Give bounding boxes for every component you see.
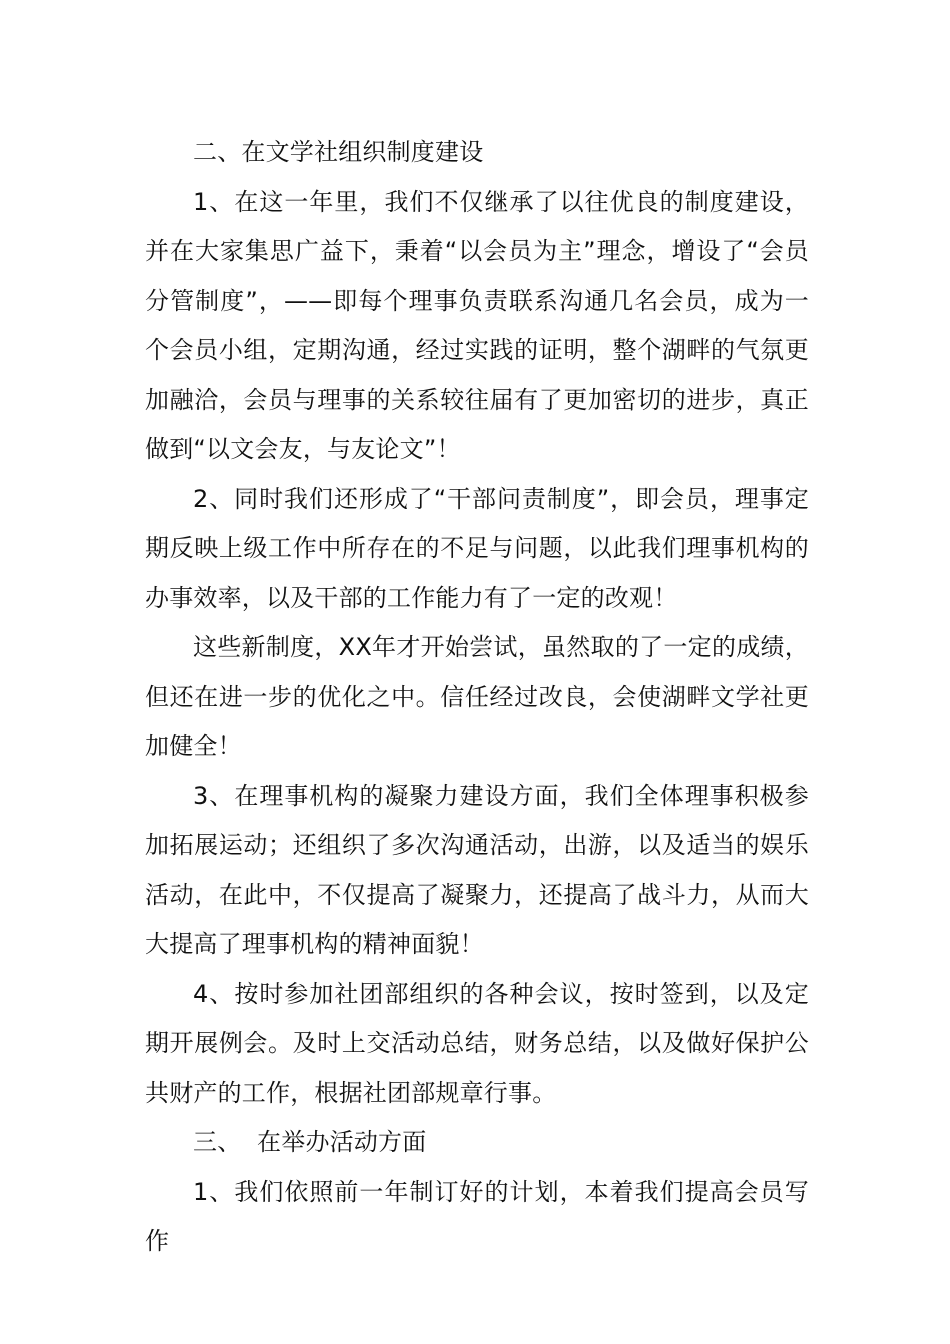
paragraph-system-3: 3、在理事机构的凝聚力建设方面，我们全体理事积极参加拓展运动；还组织了多次沟通活动，出游，以及适当的娱乐活动，在此中，不仅提高了凝聚力，还提高了战斗力，从而大大提高了理事机构的精神面貌！ <box>145 781 809 958</box>
paragraph-system-1: 1、在这一年里，我们不仅继承了以往优良的制度建设，并在大家集思广益下，秉着“以会员为主”理念，增设了“会员分管制度”，——即每个理事负责联系沟通几名会员，成为一个会员小组，定期沟通，经过实践的证明，整个湖畔的气氛更加融洽，会员与理事的关系较往届有了更加密切的进步，真正做到“以文会友，与友论文”！ <box>145 187 809 463</box>
document-body <box>145 128 809 1267</box>
paragraph-system-2: 2、同时我们还形成了“干部问责制度”，即会员，理事定期反映上级工作中所存在的不足与问题，以此我们理事机构的办事效率，以及干部的工作能力有了一定的改观！ <box>145 484 809 612</box>
section-heading-2: 二、在文学社组织制度建设 <box>193 138 484 166</box>
paragraph-system-4: 4、按时参加社团部组织的各种会议，按时签到，以及定期开展例会。及时上交活动总结，财务总结，以及做好保护公共财产的工作，根据社团部规章行事。 <box>145 979 809 1107</box>
paragraph-new-systems: 这些新制度，XX年才开始尝试，虽然取的了一定的成绩，但还在进一步的优化之中。信任经过改良，会使湖畔文学社更加健全！ <box>145 633 809 760</box>
paragraph-activities-1: 1、我们依照前一年制订好的计划，本着我们提高会员写作 <box>145 1177 809 1255</box>
section-heading-3: 三、 在举办活动方面 <box>193 1128 427 1156</box>
